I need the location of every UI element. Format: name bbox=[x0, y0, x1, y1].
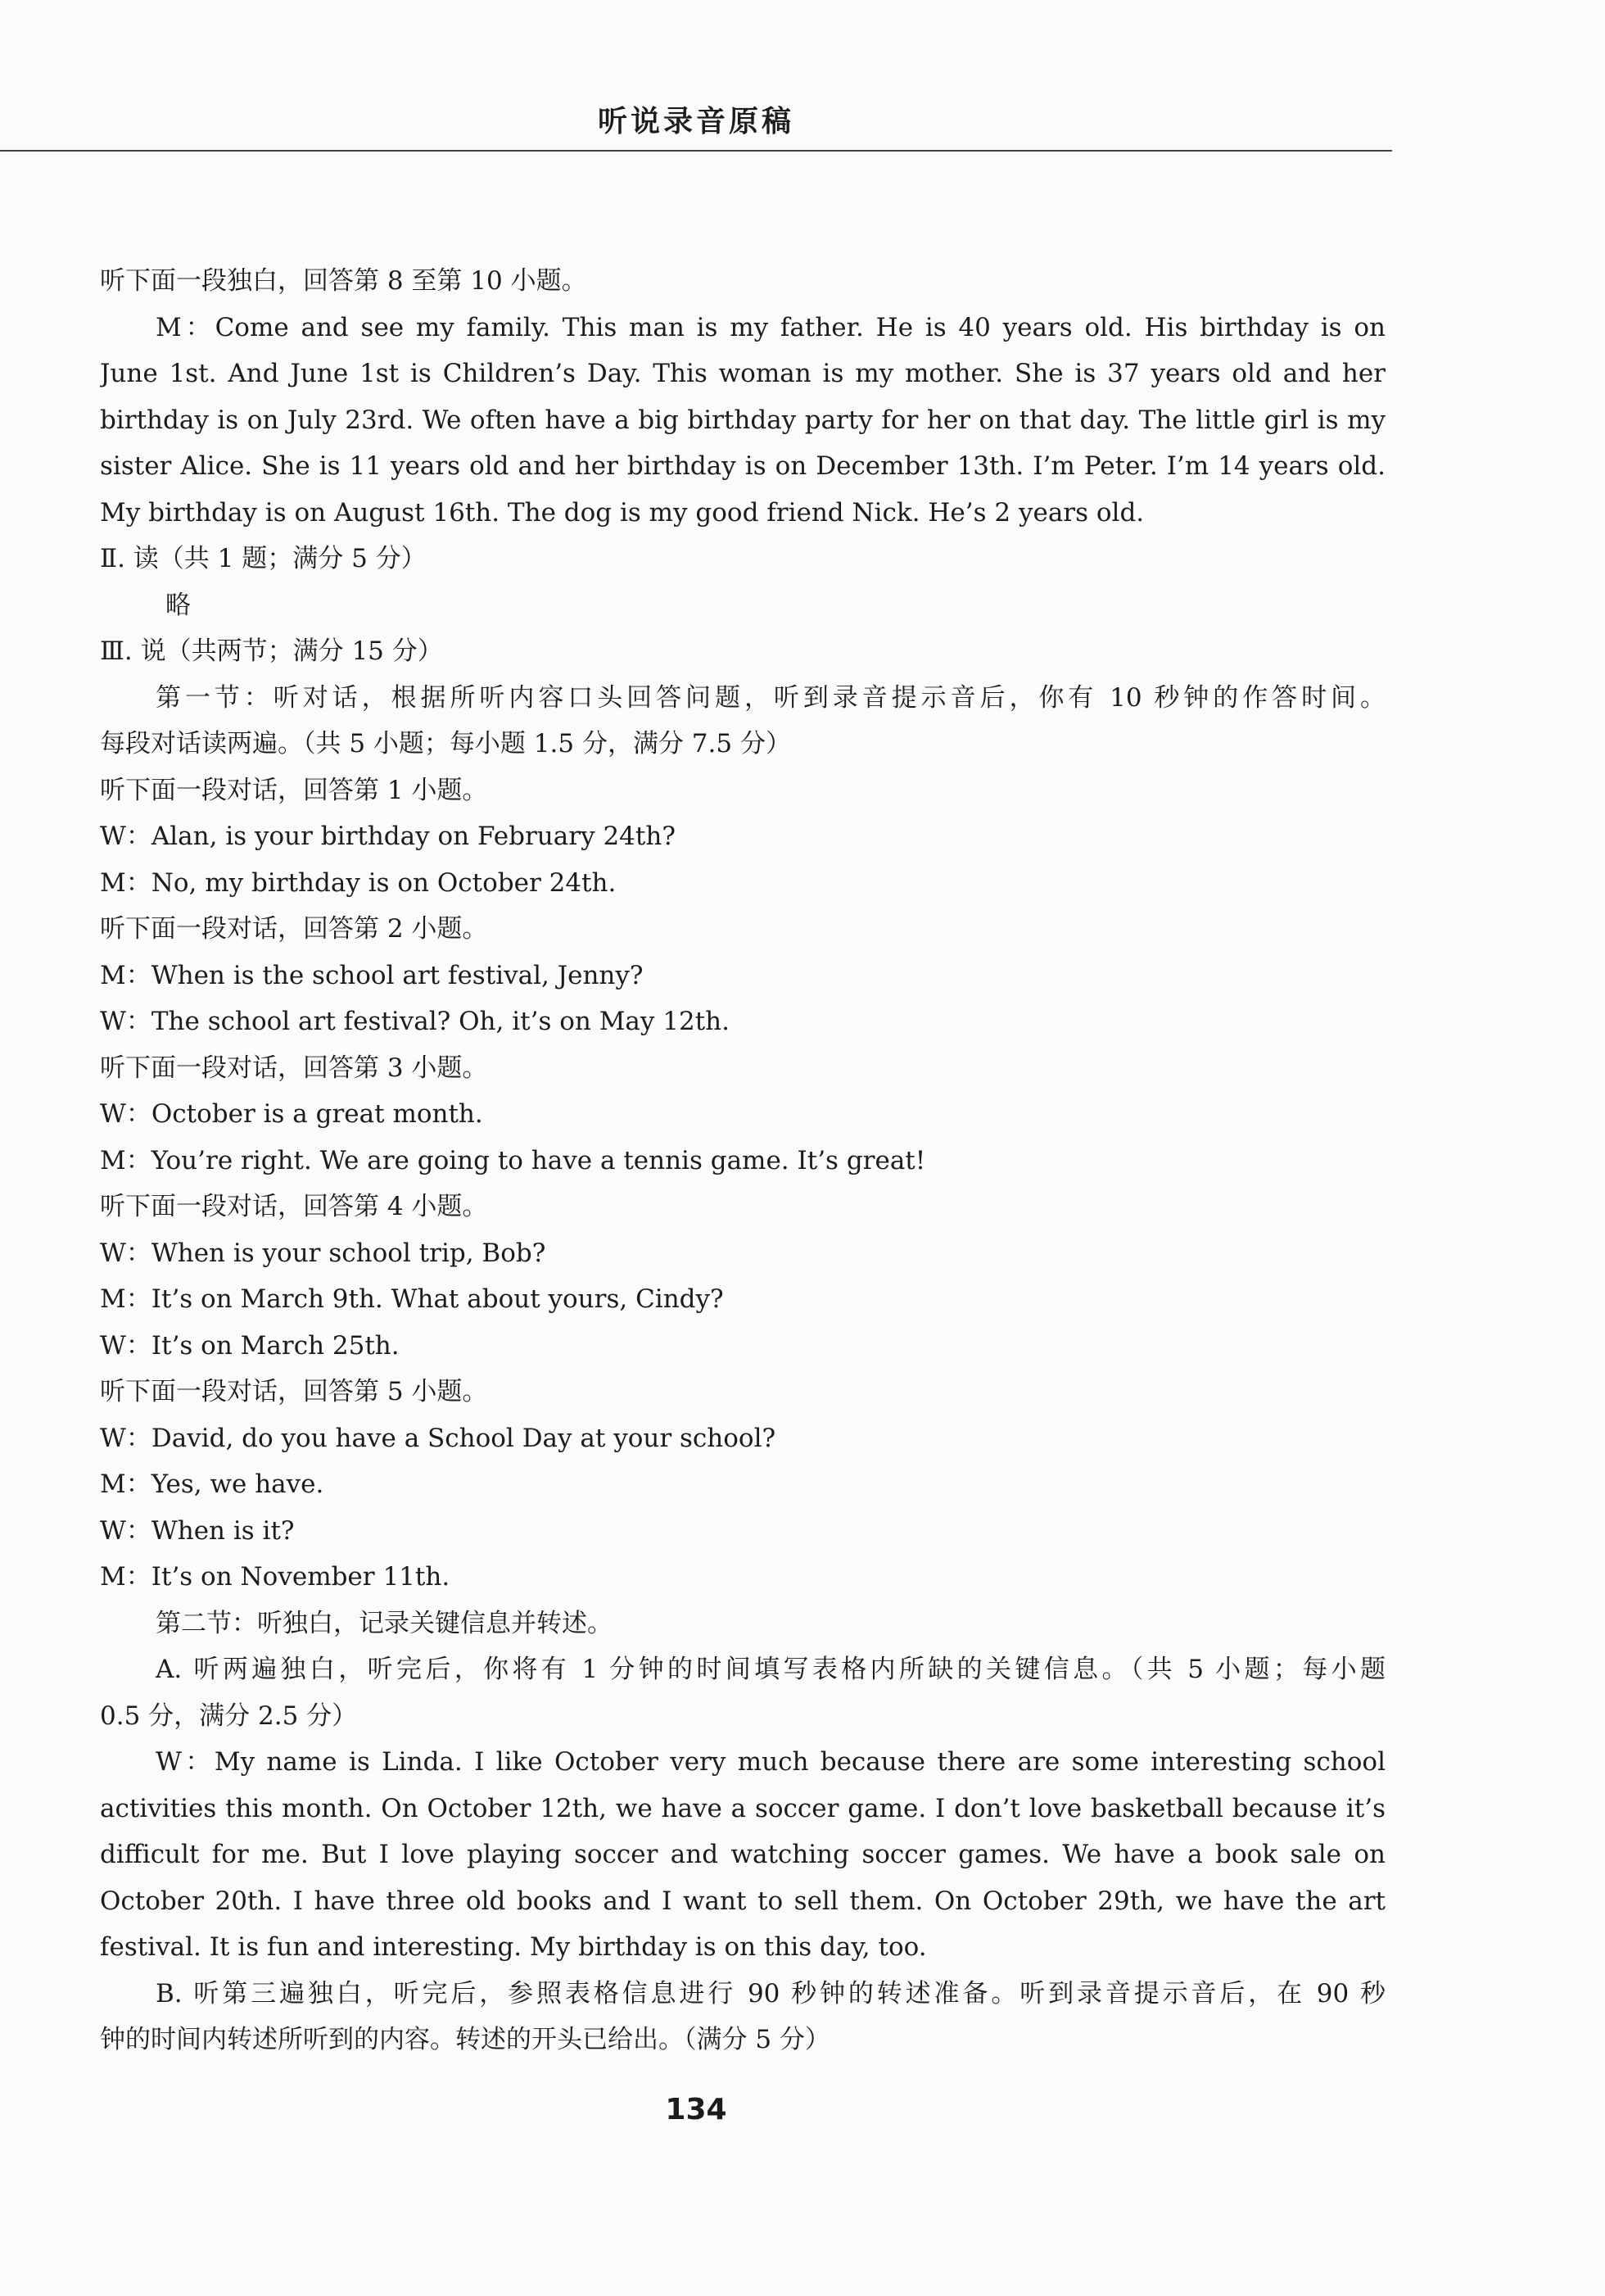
text-line: 略 bbox=[165, 590, 191, 620]
text-line: W：When is your school trip, Bob? bbox=[100, 1238, 546, 1268]
page-number: 134 bbox=[665, 2093, 727, 2126]
text-line: 听下面一段对话，回答第 3 小题。 bbox=[100, 1053, 488, 1083]
text-line: B. 听第三遍独白，听完后，参照表格信息进行 90 秒钟的转述准备。听到录音提示音后，在 90 秒 bbox=[156, 1978, 1386, 2008]
text-line: 每段对话读两遍。（共 5 小题；每小题 1.5 分，满分 7.5 分） bbox=[100, 729, 791, 759]
text-line: 0.5 分，满分 2.5 分） bbox=[100, 1700, 358, 1731]
text-line: M：Yes, we have. bbox=[100, 1470, 324, 1499]
text-line: 第二节：听独白，记录关键信息并转述。 bbox=[156, 1608, 613, 1638]
text-line: 听下面一段对话，回答第 4 小题。 bbox=[100, 1192, 488, 1221]
text-line: W：It’s on March 25th. bbox=[100, 1330, 400, 1361]
text-line: 第一节：听对话，根据所听内容口头回答问题，听到录音提示音后，你有 10 秒钟的作答时间。 bbox=[156, 682, 1386, 713]
text-line: 听下面一段对话，回答第 2 小题。 bbox=[100, 914, 488, 944]
text-line: festival. It is fun and interesting. My birthday is on this day, too. bbox=[100, 1932, 927, 1962]
text-line: birthday is on July 23rd. We often have a big birthday party for her on that day. The little girl is my bbox=[100, 405, 1386, 435]
text-line: Ⅱ. 读（共 1 题；满分 5 分） bbox=[100, 544, 427, 573]
text-line: A. 听两遍独白，听完后，你将有 1 分钟的时间填写表格内所缺的关键信息。（共 5 小题；每小题 bbox=[156, 1655, 1386, 1684]
text-line: My birthday is on August 16th. The dog is my good friend Nick. He’s 2 years old. bbox=[100, 497, 1145, 528]
text-line: W：Alan, is your birthday on February 24th? bbox=[100, 822, 676, 851]
text-line: M：You’re right. We are going to have a tennis game. It’s great! bbox=[100, 1145, 926, 1175]
text-line: M：It’s on November 11th. bbox=[100, 1562, 450, 1592]
text-line: 钟的时间内转述所听到的内容。转述的开头已给出。（满分 5 分） bbox=[100, 2025, 830, 2054]
text-line: W：The school art festival? Oh, it’s on May 12th. bbox=[100, 1007, 730, 1036]
text-line: W：October is a great month. bbox=[100, 1099, 483, 1129]
text-line: 听下面一段独白，回答第 8 至第 10 小题。 bbox=[100, 266, 587, 296]
text-line: M：No, my birthday is on October 24th. bbox=[100, 867, 617, 898]
text-line: activities this month. On October 12th, we have a soccer game. I don’t love basketball because it’s bbox=[100, 1793, 1386, 1823]
text-line: June 1st. And June 1st is Children’s Day. This woman is my mother. She is 37 years old and her bbox=[100, 359, 1386, 388]
text-line: M：Come and see my family. This man is my father. He is 40 years old. His birthday is on bbox=[156, 312, 1386, 342]
text-line: difficult for me. But I love playing soccer and watching soccer games. We have a book sale on bbox=[100, 1840, 1386, 1869]
text-line: October 20th. I have three old books and I want to sell them. On October 29th, we have the art bbox=[100, 1886, 1386, 1916]
text-line: W：My name is Linda. I like October very much because there are some interesting school bbox=[156, 1747, 1386, 1777]
header-rule bbox=[0, 150, 1392, 152]
text-line: W：David, do you have a School Day at your school? bbox=[100, 1423, 776, 1453]
text-line: sister Alice. She is 11 years old and her birthday is on December 13th. I’m Peter. I’m 14 years old. bbox=[100, 451, 1386, 481]
text-line: 听下面一段对话，回答第 5 小题。 bbox=[100, 1377, 488, 1406]
text-line: 听下面一段对话，回答第 1 小题。 bbox=[100, 775, 488, 805]
text-line: M：It’s on March 9th. What about yours, Cindy? bbox=[100, 1284, 724, 1314]
transcript-body bbox=[100, 258, 1386, 2063]
text-line: M：When is the school art festival, Jenny? bbox=[100, 960, 644, 990]
text-line: Ⅲ. 说（共两节；满分 15 分） bbox=[100, 636, 443, 666]
page-header-title: 听说录音原稿 bbox=[597, 105, 794, 138]
text-line: W：When is it? bbox=[100, 1515, 295, 1546]
